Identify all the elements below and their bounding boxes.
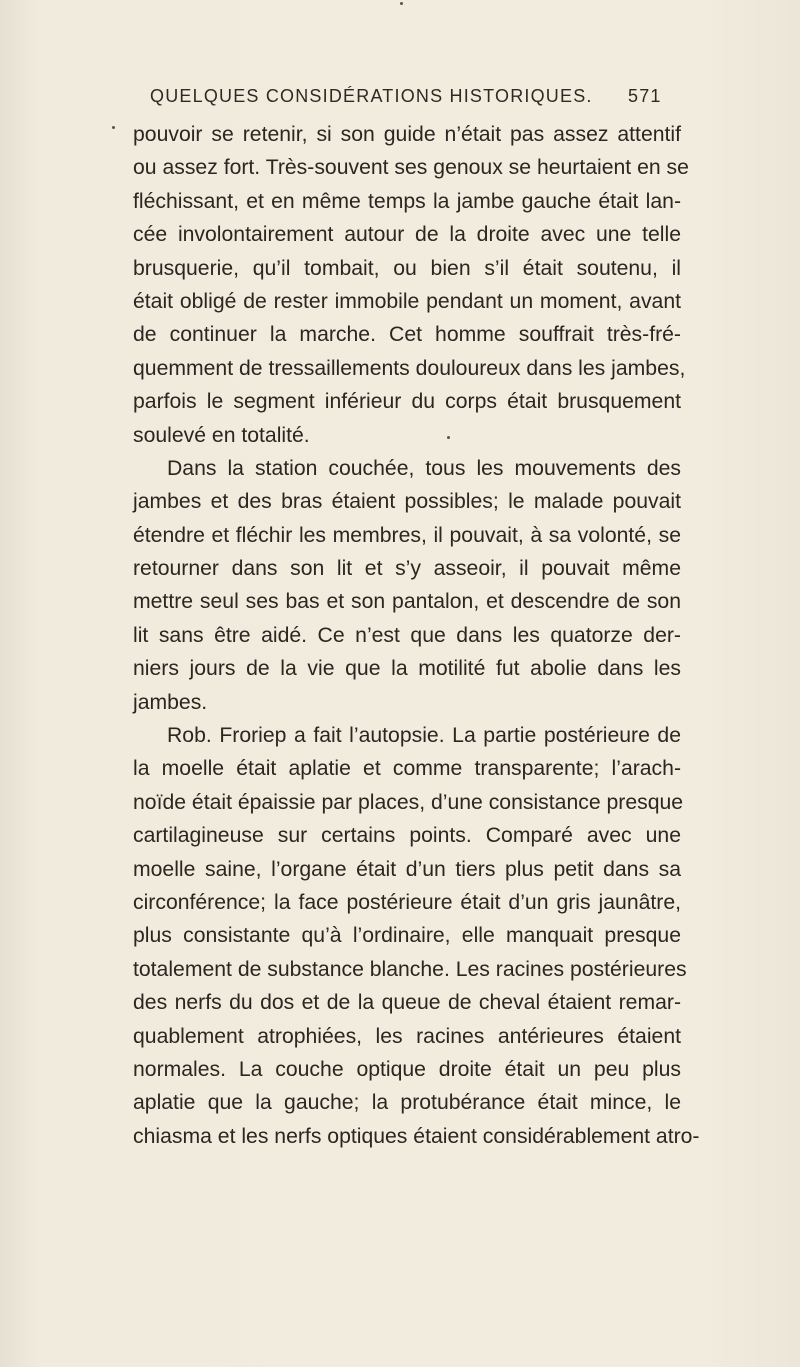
text-line: quemment de tressaillements douloureux dans les jambes, [133,356,686,380]
text-line: fléchissant, et en même temps la jambe gauche était lan- [133,189,681,213]
text-line: étendre et fléchir les membres, il pouvait, à sa volonté, se [133,523,681,547]
text-line: retourner dans son lit et s’y asseoir, il pouvait même [133,557,681,581]
text-line: Dans la station couchée, tous les mouvements des [167,456,681,480]
text-line: mettre seul ses bas et son pantalon, et descendre de son [133,590,681,614]
text-line: lit sans être aidé. Ce n’est que dans les quatorze der- [133,623,681,647]
text-line: chiasma et les nerfs optiques étaient considérablement atro- [133,1124,700,1148]
text-line: la moelle était aplatie et comme transparente; l’arach- [133,757,681,781]
text-line: soulevé en totalité. [133,423,310,447]
body-text [133,118,700,1153]
text-line: circonférence; la face postérieure était d’un gris jaunâtre, [133,890,681,914]
text-line: jambes. [133,690,208,714]
text-line: plus consistante qu’à l’ordinaire, elle manquait presque [133,924,681,948]
print-speck [112,126,115,129]
text-line: pouvoir se retenir, si son guide n’était pas assez attentif [133,123,681,146]
text-line: noïde était épaissie par places, d’une consistance presque [133,790,684,814]
text-line: Rob. Froriep a fait l’autopsie. La partie postérieure de [167,724,681,748]
text-line: quablement atrophiées, les racines antérieures étaient [133,1024,681,1048]
text-line: totalement de substance blanche. Les racines postérieures [133,957,687,981]
text-line: ou assez fort. Très-souvent ses genoux se heurtaient en se [133,156,689,180]
text-line: cartilagineuse sur certains points. Comparé avec une [133,824,681,848]
text-line: de continuer la marche. Cet homme souffrait très-fré- [133,323,681,347]
text-line: était obligé de rester immobile pendant un moment, avant [133,289,681,313]
page-number: 571 [628,86,662,106]
text-line: cée involontairement autour de la droite avec une telle [133,223,681,247]
text-line: moelle saine, l’organe était d’un tiers plus petit dans sa [133,857,681,881]
print-speck [447,436,450,439]
text-line: brusquerie, qu’il tombait, ou bien s’il était soutenu, il [133,256,681,280]
running-head-title: QUELQUES CONSIDÉRATIONS HISTORIQUES. [150,86,593,106]
text-line: niers jours de la vie que la motilité fut abolie dans les [133,657,681,681]
text-line: parfois le segment inférieur du corps était brusquement [133,390,681,414]
text-line: des nerfs du dos et de la queue de cheval étaient remar- [133,991,681,1015]
print-speck [400,2,403,5]
text-line: aplatie que la gauche; la protubérance était mince, le [133,1091,681,1115]
text-line: jambes et des bras étaient possibles; le malade pouvait [133,490,681,514]
text-line: normales. La couche optique droite était un peu plus [133,1057,681,1081]
